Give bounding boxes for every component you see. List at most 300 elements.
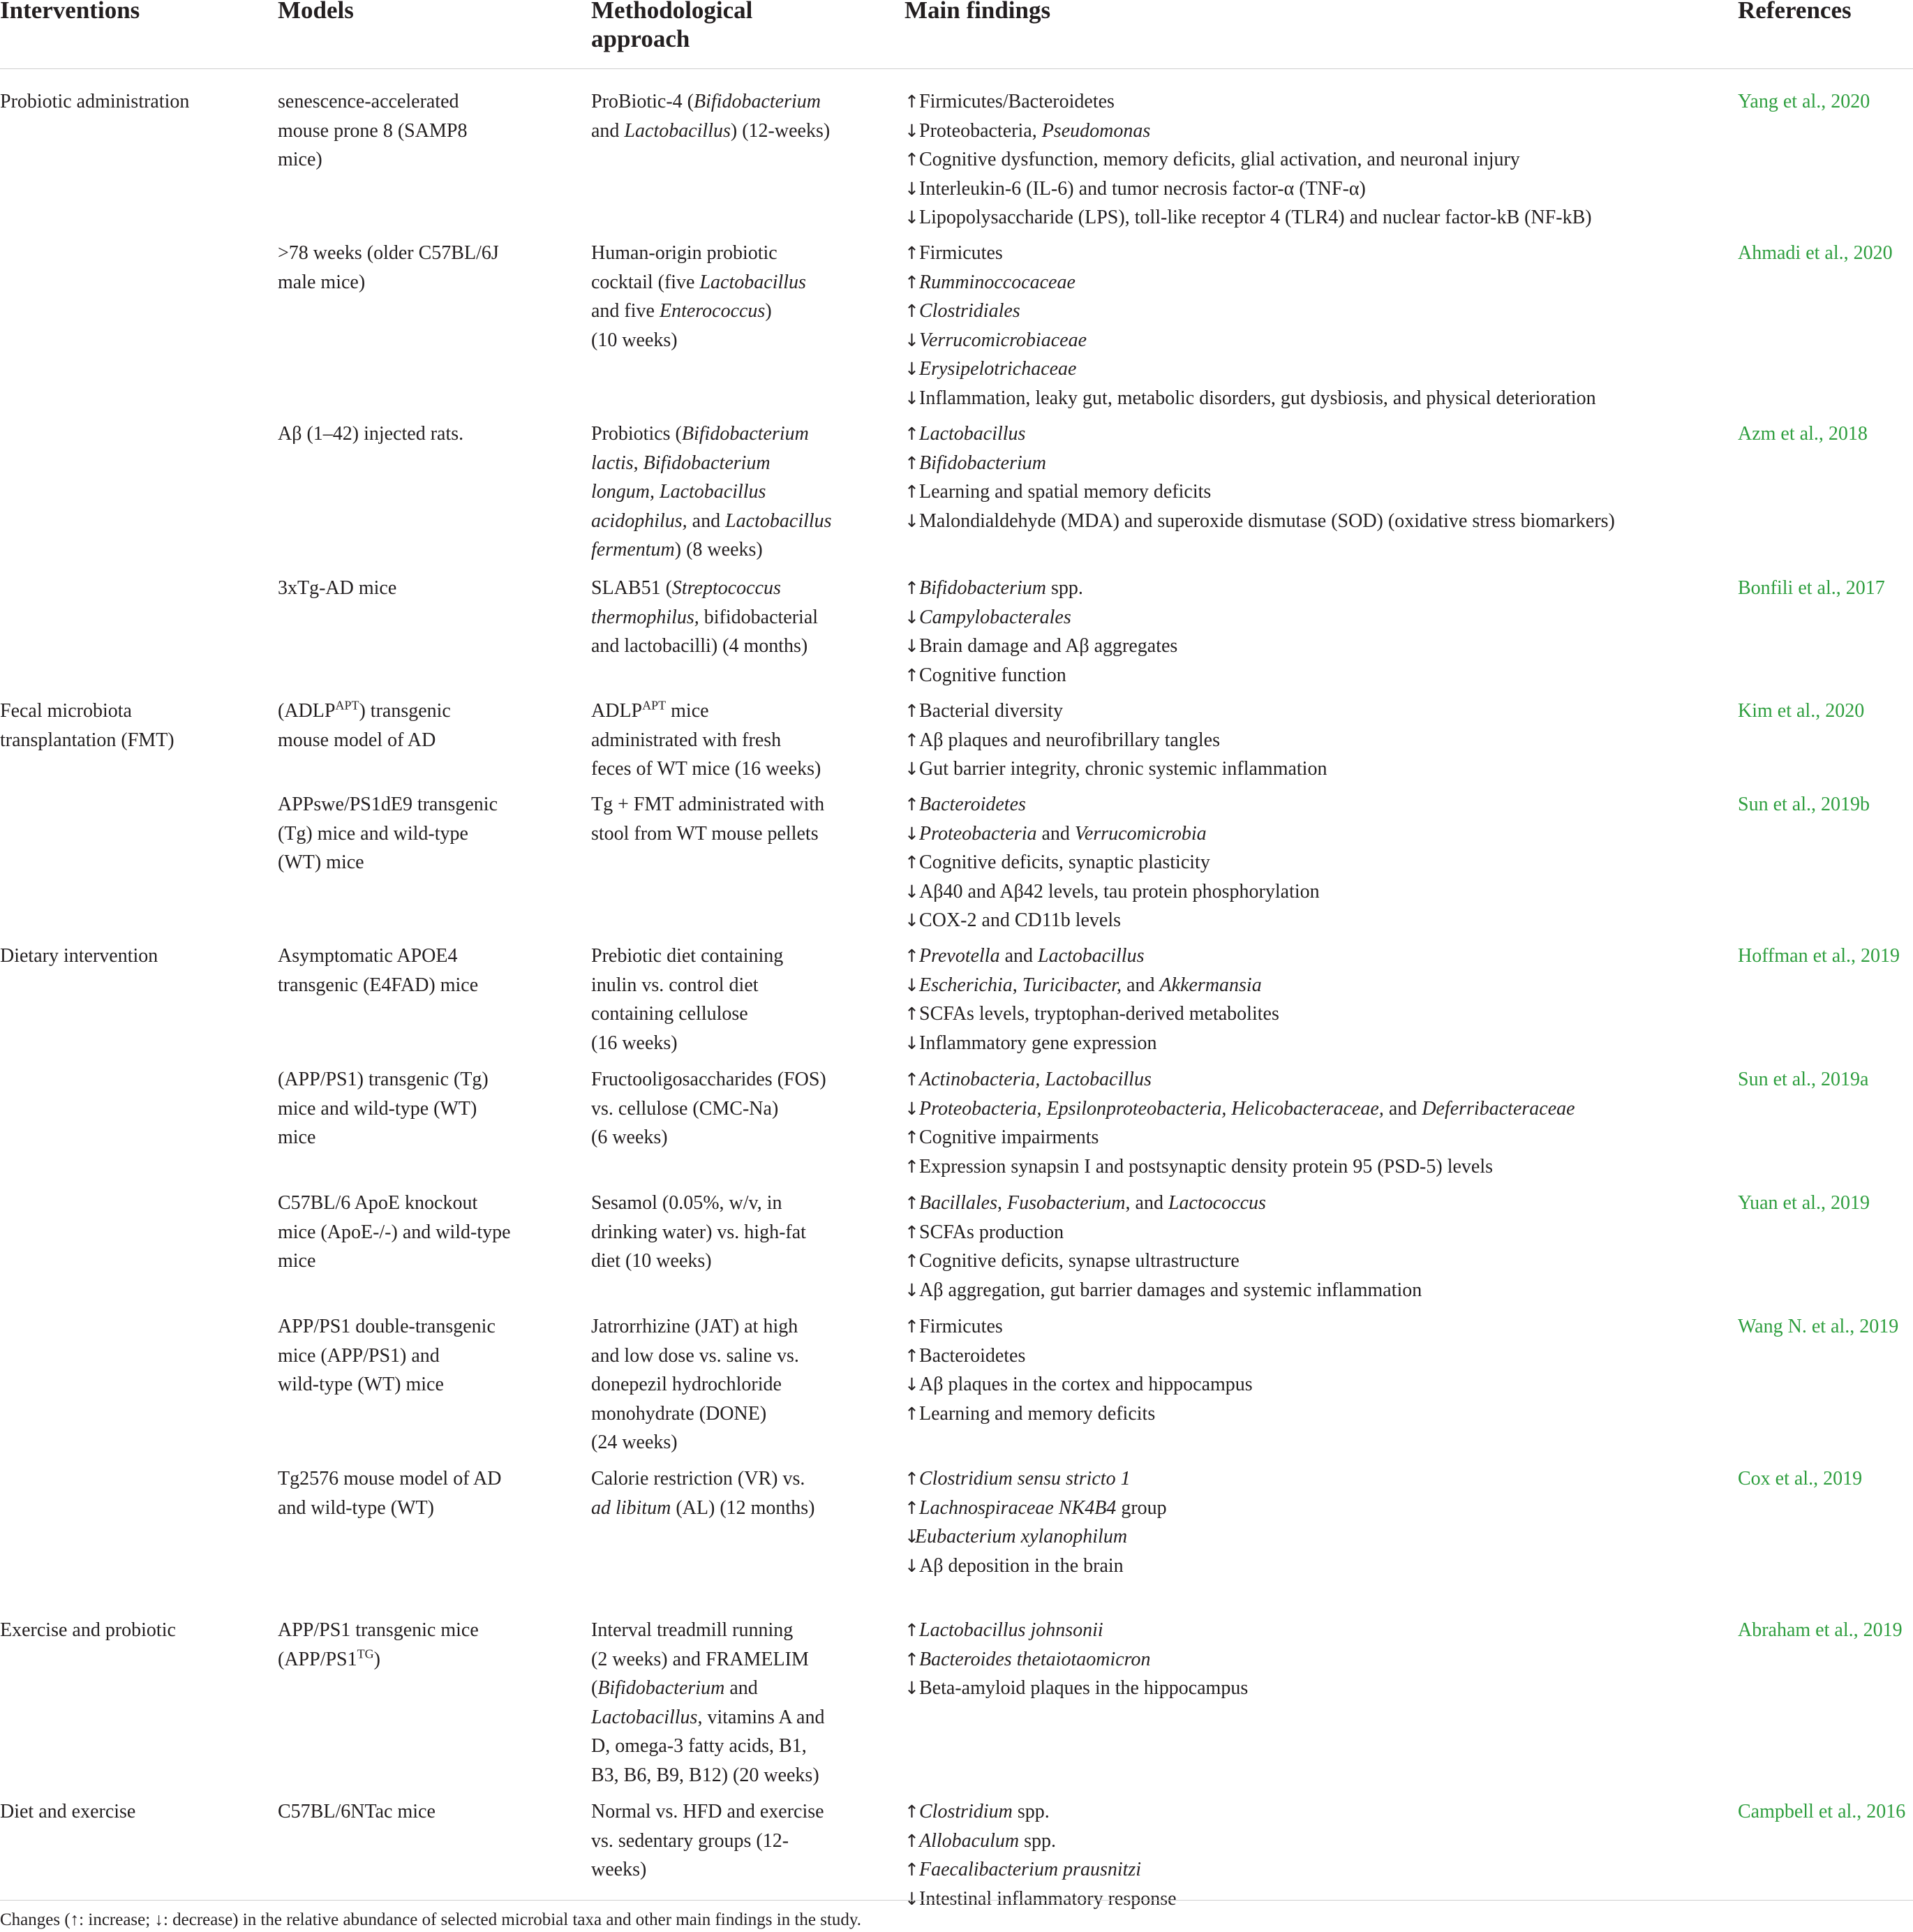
intervention-cell (0, 87, 272, 117)
finding-line (905, 1645, 1700, 1674)
decrease-arrow-icon: ↓ (905, 1374, 919, 1395)
decrease-arrow-icon: ↓ (905, 1032, 919, 1053)
text-run: spp. (1019, 1829, 1056, 1852)
text-run: ( (591, 1677, 598, 1699)
decrease-arrow-icon: ↓ (905, 510, 919, 531)
finding-line (905, 174, 1700, 204)
increase-arrow-icon: ↑ (905, 1221, 919, 1242)
increase-arrow-icon: ↑ (905, 452, 919, 473)
finding-line (905, 1189, 1700, 1218)
findings-cell (905, 1312, 1700, 1428)
findings-cell (905, 697, 1700, 784)
finding-line (905, 1464, 1700, 1494)
increase-arrow-icon: ↑ (905, 1859, 919, 1880)
finding-line (905, 268, 1700, 297)
italic-text: Bifidobacterium (919, 577, 1046, 599)
model-line: Aβ (1–42) injected rats. (278, 423, 464, 445)
text-run: Aβ plaques and neurofibrillary tangles (919, 729, 1221, 751)
model-line: C57BL/6NTac mice (278, 1801, 436, 1822)
decrease-arrow-icon: ↓ (905, 1555, 919, 1576)
increase-arrow-icon: ↑ (905, 1649, 919, 1670)
finding-line (905, 1123, 1700, 1152)
findings-cell (905, 1065, 1700, 1181)
method-cell (591, 1312, 870, 1457)
text-run: Learning and spatial memory deficits (919, 481, 1212, 503)
method-line (591, 819, 870, 849)
method-line (591, 1797, 870, 1827)
model-cell (278, 1065, 550, 1152)
italic-text: Bacteroidetes (919, 794, 1026, 815)
text-run: Proteobacteria, (919, 119, 1042, 142)
increase-arrow-icon: ↑ (905, 301, 919, 321)
finding-line (905, 145, 1700, 174)
method-cell (591, 1065, 870, 1152)
increase-arrow-icon: ↑ (905, 149, 919, 170)
model-cell (278, 942, 550, 1000)
text-run: and (724, 1677, 758, 1699)
header-references: References (1738, 0, 1852, 24)
reference-link[interactable]: Yuan et al., 2019 (1738, 1192, 1870, 1214)
header-methodological-approach (591, 0, 884, 53)
model-line: mice (ApoE-/-) and wild-type (278, 1221, 511, 1243)
findings-cell (905, 1797, 1700, 1913)
text-run: Inflammatory gene expression (919, 1032, 1157, 1054)
text-run: APP/PS1 transgenic mice (278, 1619, 479, 1641)
method-line (591, 117, 870, 146)
reference-link[interactable]: Bonfili et al., 2017 (1738, 577, 1885, 599)
model-line: APP/PS1 double-transgenic (278, 1316, 496, 1337)
intervention-cell (0, 1616, 272, 1645)
italic-text: Proteobacteria, Epsilonproteobacteria, Helicobacteraceae, (919, 1097, 1384, 1120)
finding-line (905, 449, 1700, 478)
method-line (591, 1703, 870, 1732)
method-line (591, 697, 870, 726)
header-interventions: Interventions (0, 0, 140, 24)
italic-text: thermophilus, (591, 606, 699, 628)
text-run: and (1036, 822, 1075, 845)
superscript-text: TG (357, 1647, 374, 1661)
finding-line (905, 1522, 1700, 1552)
text-run: Inflammation, leaky gut, metabolic disorders, gut dysbiosis, and physical deterioration (919, 387, 1596, 409)
method-line (591, 726, 870, 755)
intervention-cell (0, 942, 272, 971)
finding-line (905, 1674, 1700, 1703)
text-run: Jatrorrhizine (JAT) at high (591, 1316, 798, 1337)
intervention-line: Fecal microbiota (0, 700, 132, 722)
method-line (591, 535, 870, 565)
finding-line (905, 1616, 1700, 1645)
model-line: transgenic (E4FAD) mice (278, 974, 479, 996)
text-run: Tg + FMT administrated with (591, 794, 825, 815)
text-run: Aβ aggregation, gut barrier damages and systemic inflammation (919, 1279, 1422, 1301)
decrease-arrow-icon: ↓ (905, 1678, 919, 1698)
italic-text: Enterococcus (659, 300, 766, 322)
model-cell (278, 574, 550, 603)
text-run: , and (1125, 1192, 1168, 1214)
decrease-arrow-icon: ↓ (905, 178, 919, 199)
model-line: mice (APP/PS1) and (278, 1344, 440, 1367)
text-run: inulin vs. control diet (591, 974, 759, 996)
italic-text: Lactobacillus (624, 119, 731, 142)
text-run: Gut barrier integrity, chronic systemic inflammation (919, 758, 1327, 780)
reference-link[interactable]: Hoffman et al., 2019 (1738, 945, 1900, 967)
text-run: and (687, 510, 726, 532)
text-run: Human-origin probiotic (591, 242, 777, 264)
decrease-arrow-icon: ↓ (905, 1098, 919, 1119)
finding-line (905, 819, 1700, 849)
method-line (591, 632, 870, 661)
text-run: (16 weeks) (591, 1032, 678, 1054)
method-line (591, 1247, 870, 1276)
method-cell (591, 942, 870, 1057)
model-line: APPswe/PS1dE9 transgenic (278, 794, 498, 815)
finding-line (905, 239, 1700, 268)
finding-line (905, 1247, 1700, 1276)
text-run: D, omega-3 fatty acids, B1, (591, 1735, 807, 1757)
method-line (591, 603, 870, 632)
text-run: ) (12-weeks) (730, 119, 831, 142)
increase-arrow-icon: ↑ (905, 1801, 919, 1822)
footer-divider (0, 1900, 1913, 1901)
text-run: Cognitive function (919, 664, 1066, 686)
model-cell (278, 1464, 550, 1522)
increase-arrow-icon: ↑ (905, 578, 919, 598)
finding-line (905, 574, 1700, 603)
method-line (591, 1029, 870, 1058)
method-line (591, 971, 870, 1000)
model-cell (278, 1312, 550, 1399)
finding-line (905, 1342, 1700, 1371)
text-run: Prebiotic diet containing (591, 945, 784, 967)
text-run: (24 weeks) (591, 1432, 678, 1453)
italic-text: Erysipelotrichaceae (919, 358, 1077, 380)
text-run: Fructooligosaccharides (FOS) (591, 1069, 826, 1090)
text-run: mouse model of AD (278, 729, 436, 751)
increase-arrow-icon: ↑ (905, 91, 919, 112)
text-run: Bacteroidetes (919, 1344, 1026, 1367)
text-run: ) (765, 300, 772, 322)
reference-link[interactable]: Sun et al., 2019a (1738, 1069, 1869, 1090)
text-run: Normal vs. HFD and exercise (591, 1801, 824, 1822)
decrease-arrow-icon: ↓ (905, 823, 919, 844)
method-line (591, 239, 870, 268)
text-run: diet (10 weeks) (591, 1250, 712, 1272)
findings-cell (905, 1464, 1700, 1580)
italic-text: Bifidobacterium (643, 452, 771, 474)
method-line (591, 1399, 870, 1429)
findings-cell (905, 1616, 1700, 1703)
method-line (591, 1732, 870, 1761)
text-run: Cognitive impairments (919, 1127, 1099, 1148)
model-line: wild-type (WT) mice (278, 1374, 444, 1395)
increase-arrow-icon: ↑ (905, 794, 919, 815)
italic-text: Bacillales (919, 1192, 997, 1214)
italic-text: longum, Lactobacillus (591, 481, 766, 503)
finding-line (905, 1029, 1700, 1058)
finding-line (905, 1370, 1700, 1399)
model-line (278, 726, 550, 755)
increase-arrow-icon: ↑ (905, 1316, 919, 1337)
method-line (591, 1761, 870, 1790)
model-line: mouse prone 8 (SAMP8 (278, 119, 468, 142)
text-run: Firmicutes/Bacteroidetes (919, 91, 1115, 112)
reference-link[interactable]: Sun et al., 2019b (1738, 794, 1870, 815)
text-run: Firmicutes (919, 1316, 1003, 1337)
text-run: ) transgenic (359, 700, 451, 722)
model-cell (278, 1189, 550, 1276)
method-line (591, 942, 870, 971)
model-line: senescence-accelerated (278, 91, 459, 112)
method-cell (591, 87, 870, 145)
method-line (591, 1616, 870, 1645)
italic-text: Deferribacteraceae (1422, 1097, 1575, 1120)
method-cell (591, 697, 870, 784)
finding-line (905, 755, 1700, 784)
italic-text: Lactobacillus (699, 271, 806, 293)
decrease-arrow-icon: ↓ (905, 607, 919, 627)
method-cell (591, 1464, 870, 1522)
finding-line (905, 1276, 1700, 1305)
finding-line (905, 1218, 1700, 1247)
text-run: and (1122, 974, 1160, 996)
text-run: administrated with fresh (591, 729, 782, 751)
decrease-arrow-icon: ↓ (905, 207, 919, 228)
method-line (591, 87, 870, 117)
text-run: group (1116, 1496, 1167, 1519)
superscript-text: APT (642, 698, 667, 713)
method-cell (591, 1616, 870, 1790)
method-line (591, 790, 870, 819)
decrease-arrow-icon: ↓ (905, 1888, 919, 1909)
model-line: mice (278, 1127, 316, 1148)
text-run: drinking water) vs. high-fat (591, 1221, 806, 1243)
increase-arrow-icon: ↑ (905, 1620, 919, 1640)
finding-line (905, 971, 1700, 1000)
table-body (0, 87, 1913, 1910)
method-line (591, 1094, 870, 1124)
decrease-arrow-icon: ↓ (905, 1526, 919, 1547)
decrease-arrow-icon: ↓ (905, 387, 919, 408)
method-line (591, 574, 870, 603)
text-run: vs. cellulose (CMC-Na) (591, 1097, 779, 1120)
italic-text: Lactococcus (1168, 1192, 1266, 1214)
text-run: , (633, 452, 643, 474)
finding-line (905, 117, 1700, 146)
method-line (591, 1464, 870, 1494)
reference-link[interactable]: Campbell et al., 2016 (1738, 1801, 1906, 1822)
italic-text: Faecalibacterium prausnitzi (919, 1859, 1142, 1880)
finding-line (905, 661, 1700, 690)
text-run: ) (8 weeks) (674, 539, 763, 560)
findings-cell (905, 1189, 1700, 1305)
method-line (591, 297, 870, 326)
italic-text: fermentum (591, 539, 675, 560)
italic-text: Lactobacillus (919, 423, 1026, 445)
finding-line (905, 1065, 1700, 1094)
italic-text: Lactobacillus (725, 510, 832, 532)
reference-link[interactable]: Wang N. et al., 2019 (1738, 1316, 1899, 1337)
method-line (591, 1342, 870, 1371)
finding-line (905, 1399, 1700, 1429)
decrease-arrow-icon: ↓ (905, 910, 919, 930)
text-run: Cognitive deficits, synapse ultrastructure (919, 1250, 1240, 1272)
italic-text: Bacteroides thetaiotaomicron (919, 1648, 1151, 1670)
model-line: male mice) (278, 271, 366, 293)
model-line: Asymptomatic APOE4 (278, 945, 458, 967)
reference-link[interactable]: Yang et al., 2020 (1738, 91, 1870, 112)
findings-cell (905, 239, 1700, 413)
model-cell (278, 87, 550, 174)
method-line (591, 1123, 870, 1152)
intervention-cell (0, 697, 272, 755)
model-line (278, 1645, 550, 1674)
text-run: Beta-amyloid plaques in the hippocampus (919, 1677, 1249, 1699)
italic-text: Prevotella (919, 945, 1000, 967)
method-cell (591, 574, 870, 661)
text-run: Brain damage and Aβ aggregates (919, 635, 1178, 657)
text-run: cocktail (five (591, 271, 700, 293)
italic-text: Allobaculum (919, 1829, 1020, 1852)
text-run: (2 weeks) and FRAMELIM (591, 1648, 809, 1670)
decrease-arrow-icon: ↓ (905, 329, 919, 350)
italic-text: Escherichia (919, 974, 1013, 996)
intervention-line: Diet and exercise (0, 1801, 136, 1822)
model-line: (APP/PS1) transgenic (Tg) (278, 1069, 489, 1090)
italic-text: Bifidobacterium (681, 423, 809, 445)
finding-line (905, 1152, 1700, 1182)
text-run: SLAB51 ( (591, 577, 672, 599)
text-run: and (591, 119, 625, 142)
text-run: Bacterial diversity (919, 700, 1064, 722)
model-line: C57BL/6 ApoE knockout (278, 1192, 478, 1214)
reference-link[interactable]: Azm et al., 2018 (1738, 423, 1868, 445)
method-line (591, 1065, 870, 1094)
text-run: Aβ deposition in the brain (919, 1554, 1124, 1577)
decrease-arrow-icon: ↓ (905, 759, 919, 779)
decrease-arrow-icon: ↓ (905, 120, 919, 141)
model-line: (WT) mice (278, 852, 364, 873)
model-cell (278, 419, 550, 449)
method-line (591, 1827, 870, 1856)
italic-text: Verrucomicrobiaceae (919, 329, 1087, 351)
method-line (591, 1370, 870, 1399)
method-line (591, 1218, 870, 1247)
findings-cell (905, 87, 1700, 232)
decrease-arrow-icon: ↓ (905, 1279, 919, 1300)
table-header (0, 0, 1913, 69)
increase-arrow-icon: ↑ (905, 1069, 919, 1090)
reference-link[interactable]: Abraham et al., 2019 (1738, 1619, 1903, 1641)
method-line (591, 268, 870, 297)
increase-arrow-icon: ↑ (905, 701, 919, 721)
italic-text: Verrucomicrobia (1074, 822, 1207, 845)
finding-line (905, 355, 1700, 384)
increase-arrow-icon: ↑ (905, 243, 919, 263)
method-line (591, 1000, 870, 1029)
text-run: Cognitive deficits, synaptic plasticity (919, 852, 1210, 873)
text-run: weeks) (591, 1859, 647, 1880)
text-run: monohydrate (DONE) (591, 1402, 767, 1425)
text-run: Sesamol (0.05%, w/v, in (591, 1192, 782, 1214)
text-run: (10 weeks) (591, 329, 678, 351)
text-run: mice (666, 700, 709, 722)
intervention-cell (0, 1797, 272, 1827)
method-line (591, 1494, 870, 1523)
text-run: Lipopolysaccharide (LPS), toll-like receptor 4 (TLR4) and nuclear factor-kB (NF-kB) (919, 207, 1592, 228)
model-cell (278, 697, 550, 755)
italic-text: Turicibacter, (1022, 974, 1122, 996)
text-run: COX-2 and CD11b levels (919, 909, 1122, 931)
method-cell (591, 1797, 870, 1885)
method-line (591, 755, 870, 784)
text-run: (AL) (12 months) (671, 1496, 815, 1519)
model-line: and wild-type (WT) (278, 1496, 434, 1519)
method-cell (591, 419, 870, 565)
text-run: (ADLP (278, 700, 336, 722)
model-line (278, 1616, 550, 1645)
finding-line (905, 877, 1700, 907)
method-cell (591, 239, 870, 355)
text-run: Calorie restriction (VR) vs. (591, 1468, 805, 1489)
model-cell (278, 1616, 550, 1674)
italic-text: ad libitum (591, 1496, 671, 1519)
finding-line (905, 1312, 1700, 1342)
italic-text: Lachnospiraceae NK4B4 (919, 1496, 1117, 1519)
reference-link[interactable]: Ahmadi et al., 2020 (1738, 242, 1893, 264)
model-line: mice (278, 1250, 316, 1272)
text-run: and (1383, 1097, 1422, 1120)
italic-text: lactis (591, 452, 634, 474)
italic-text: Lactobacillus johnsonii (919, 1619, 1103, 1641)
increase-arrow-icon: ↑ (905, 1193, 919, 1213)
findings-cell (905, 790, 1700, 935)
text-run: (APP/PS1 (278, 1648, 357, 1670)
finding-line (905, 1855, 1700, 1885)
text-run: , (997, 1192, 1007, 1214)
italic-text: Streptococcus (671, 577, 781, 599)
method-line (591, 507, 870, 536)
finding-line (905, 477, 1700, 507)
italic-text: Clostridium sensu stricto 1 (919, 1468, 1131, 1489)
finding-line (905, 790, 1700, 819)
text-run: feces of WT mice (16 weeks) (591, 758, 821, 780)
italic-text: Rumminoccocaceae (919, 271, 1075, 293)
model-line: mice) (278, 149, 322, 170)
text-run: spp. (1012, 1801, 1050, 1822)
italic-text: Akkermansia (1159, 974, 1262, 996)
decrease-arrow-icon: ↓ (905, 881, 919, 902)
reference-link[interactable]: Cox et al., 2019 (1738, 1468, 1863, 1489)
text-run: bifidobacterial (699, 606, 819, 628)
italic-text: acidophilus, (591, 510, 687, 532)
italic-text: Clostridiales (919, 300, 1020, 322)
method-line (591, 1855, 870, 1885)
finding-line (905, 326, 1700, 355)
increase-arrow-icon: ↑ (905, 1004, 919, 1024)
italic-text: Bifidobacterium (694, 91, 821, 112)
decrease-arrow-icon: ↓ (905, 974, 919, 995)
intervention-line: Probiotic administration (0, 91, 190, 112)
reference-link[interactable]: Kim et al., 2020 (1738, 700, 1865, 722)
italic-text: Lactobacillus (591, 1706, 698, 1728)
model-cell (278, 239, 550, 297)
increase-arrow-icon: ↑ (905, 946, 919, 966)
intervention-line: transplantation (FMT) (0, 729, 174, 751)
finding-line (905, 507, 1700, 536)
model-line: 3xTg-AD mice (278, 577, 397, 599)
method-line (591, 1645, 870, 1674)
increase-arrow-icon: ↑ (905, 1469, 919, 1489)
